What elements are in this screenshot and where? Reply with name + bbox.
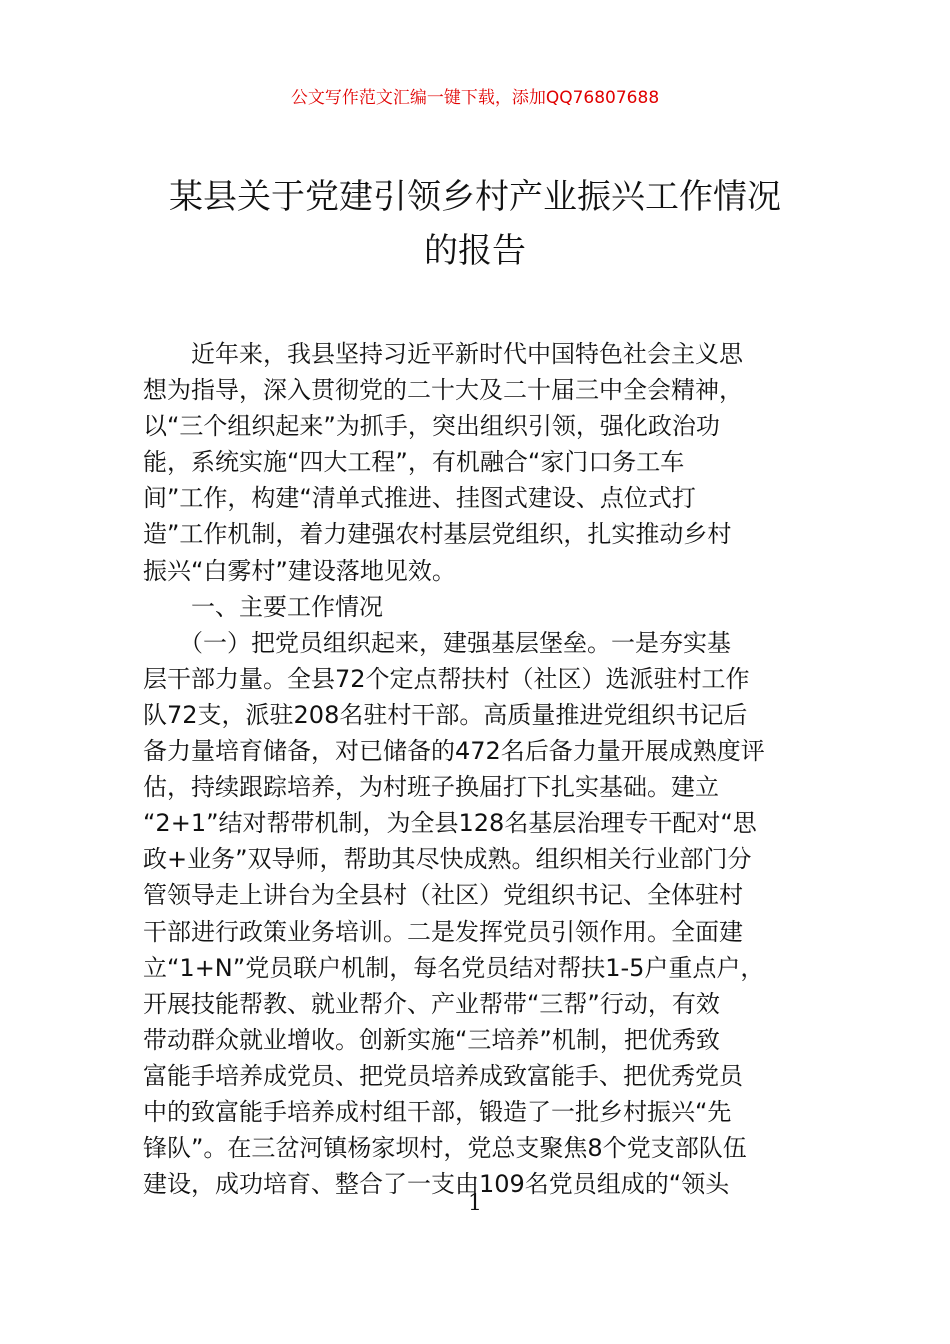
body-line: 想为指导，深入贯彻党的二十大及二十届三中全会精神， [143,376,743,405]
body-line: 造”工作机制，着力建强农村基层党组织，扎实推动乡村 [143,520,732,549]
body-line: 带动群众就业增收。创新实施“三培养”机制，把优秀致 [143,1025,720,1054]
header-note: 公文写作范文汇编一键下载，添加QQ76807688 [290,88,660,108]
body-line: 建设，成功培育、整合了一支由109名党员组成的“领头 [143,1170,730,1199]
body-line: （一）把党员组织起来，建强基层堡垒。一是夯实基 [143,628,731,657]
body-line: “2+1”结对帮带机制，为全县128名基层治理专干配对“思 [143,809,757,838]
body-line: 近年来，我县坚持习近平新时代中国特色社会主义思 [143,340,743,368]
body-line: 能，系统实施“四大工程”，有机融合“家门口务工车 [143,448,685,477]
body-line: 开展技能帮教、就业帮介、产业帮带“三帮”行动，有效 [143,989,720,1018]
page-number: 1 [468,1191,482,1216]
document-body [143,336,809,1202]
body-line: 政+业务”双导师，帮助其尽快成熟。组织相关行业部门分 [143,845,752,874]
body-line: 干部进行政策业务培训。二是发挥党员引领作用。全面建 [143,917,743,946]
body-line: 间”工作，构建“清单式推进、挂图式建设、点位式打 [143,484,696,513]
body-line: 中的致富能手培养成村组干部，锻造了一批乡村振兴“先 [143,1097,732,1126]
body-line: 以“三个组织起来”为抓手，突出组织引领，强化政治功 [143,412,720,441]
body-line: 估，持续跟踪培养，为村班子换届打下扎实基础。建立 [143,773,719,802]
body-line: 层干部力量。全县72个定点帮扶村（社区）选派驻村工作 [143,664,750,693]
section-heading: 一、主要工作情况 [143,592,383,621]
body-line: 振兴“白雾村”建设落地见效。 [143,556,456,585]
title-line: 的报告 [424,231,526,271]
body-line: 队72支，派驻208名驻村干部。高质量推进党组织书记后 [143,700,748,729]
title-line: 某县关于党建引领乡村产业振兴工作情况 [169,177,781,217]
body-line: 富能手培养成党员、把党员培养成致富能手、把优秀党员 [143,1061,743,1090]
body-line: 管领导走上讲台为全县村（社区）党组织书记、全体驻村 [143,881,743,910]
document-title [130,170,820,278]
body-line: 立“1+N”党员联户机制，每名党员结对帮扶1-5户重点户， [143,953,765,982]
body-line: 备力量培育储备，对已储备的472名后备力量开展成熟度评 [143,737,765,766]
body-line: 锋队”。在三岔河镇杨家坝村，党总支聚焦8个党支部队伍 [143,1134,747,1163]
